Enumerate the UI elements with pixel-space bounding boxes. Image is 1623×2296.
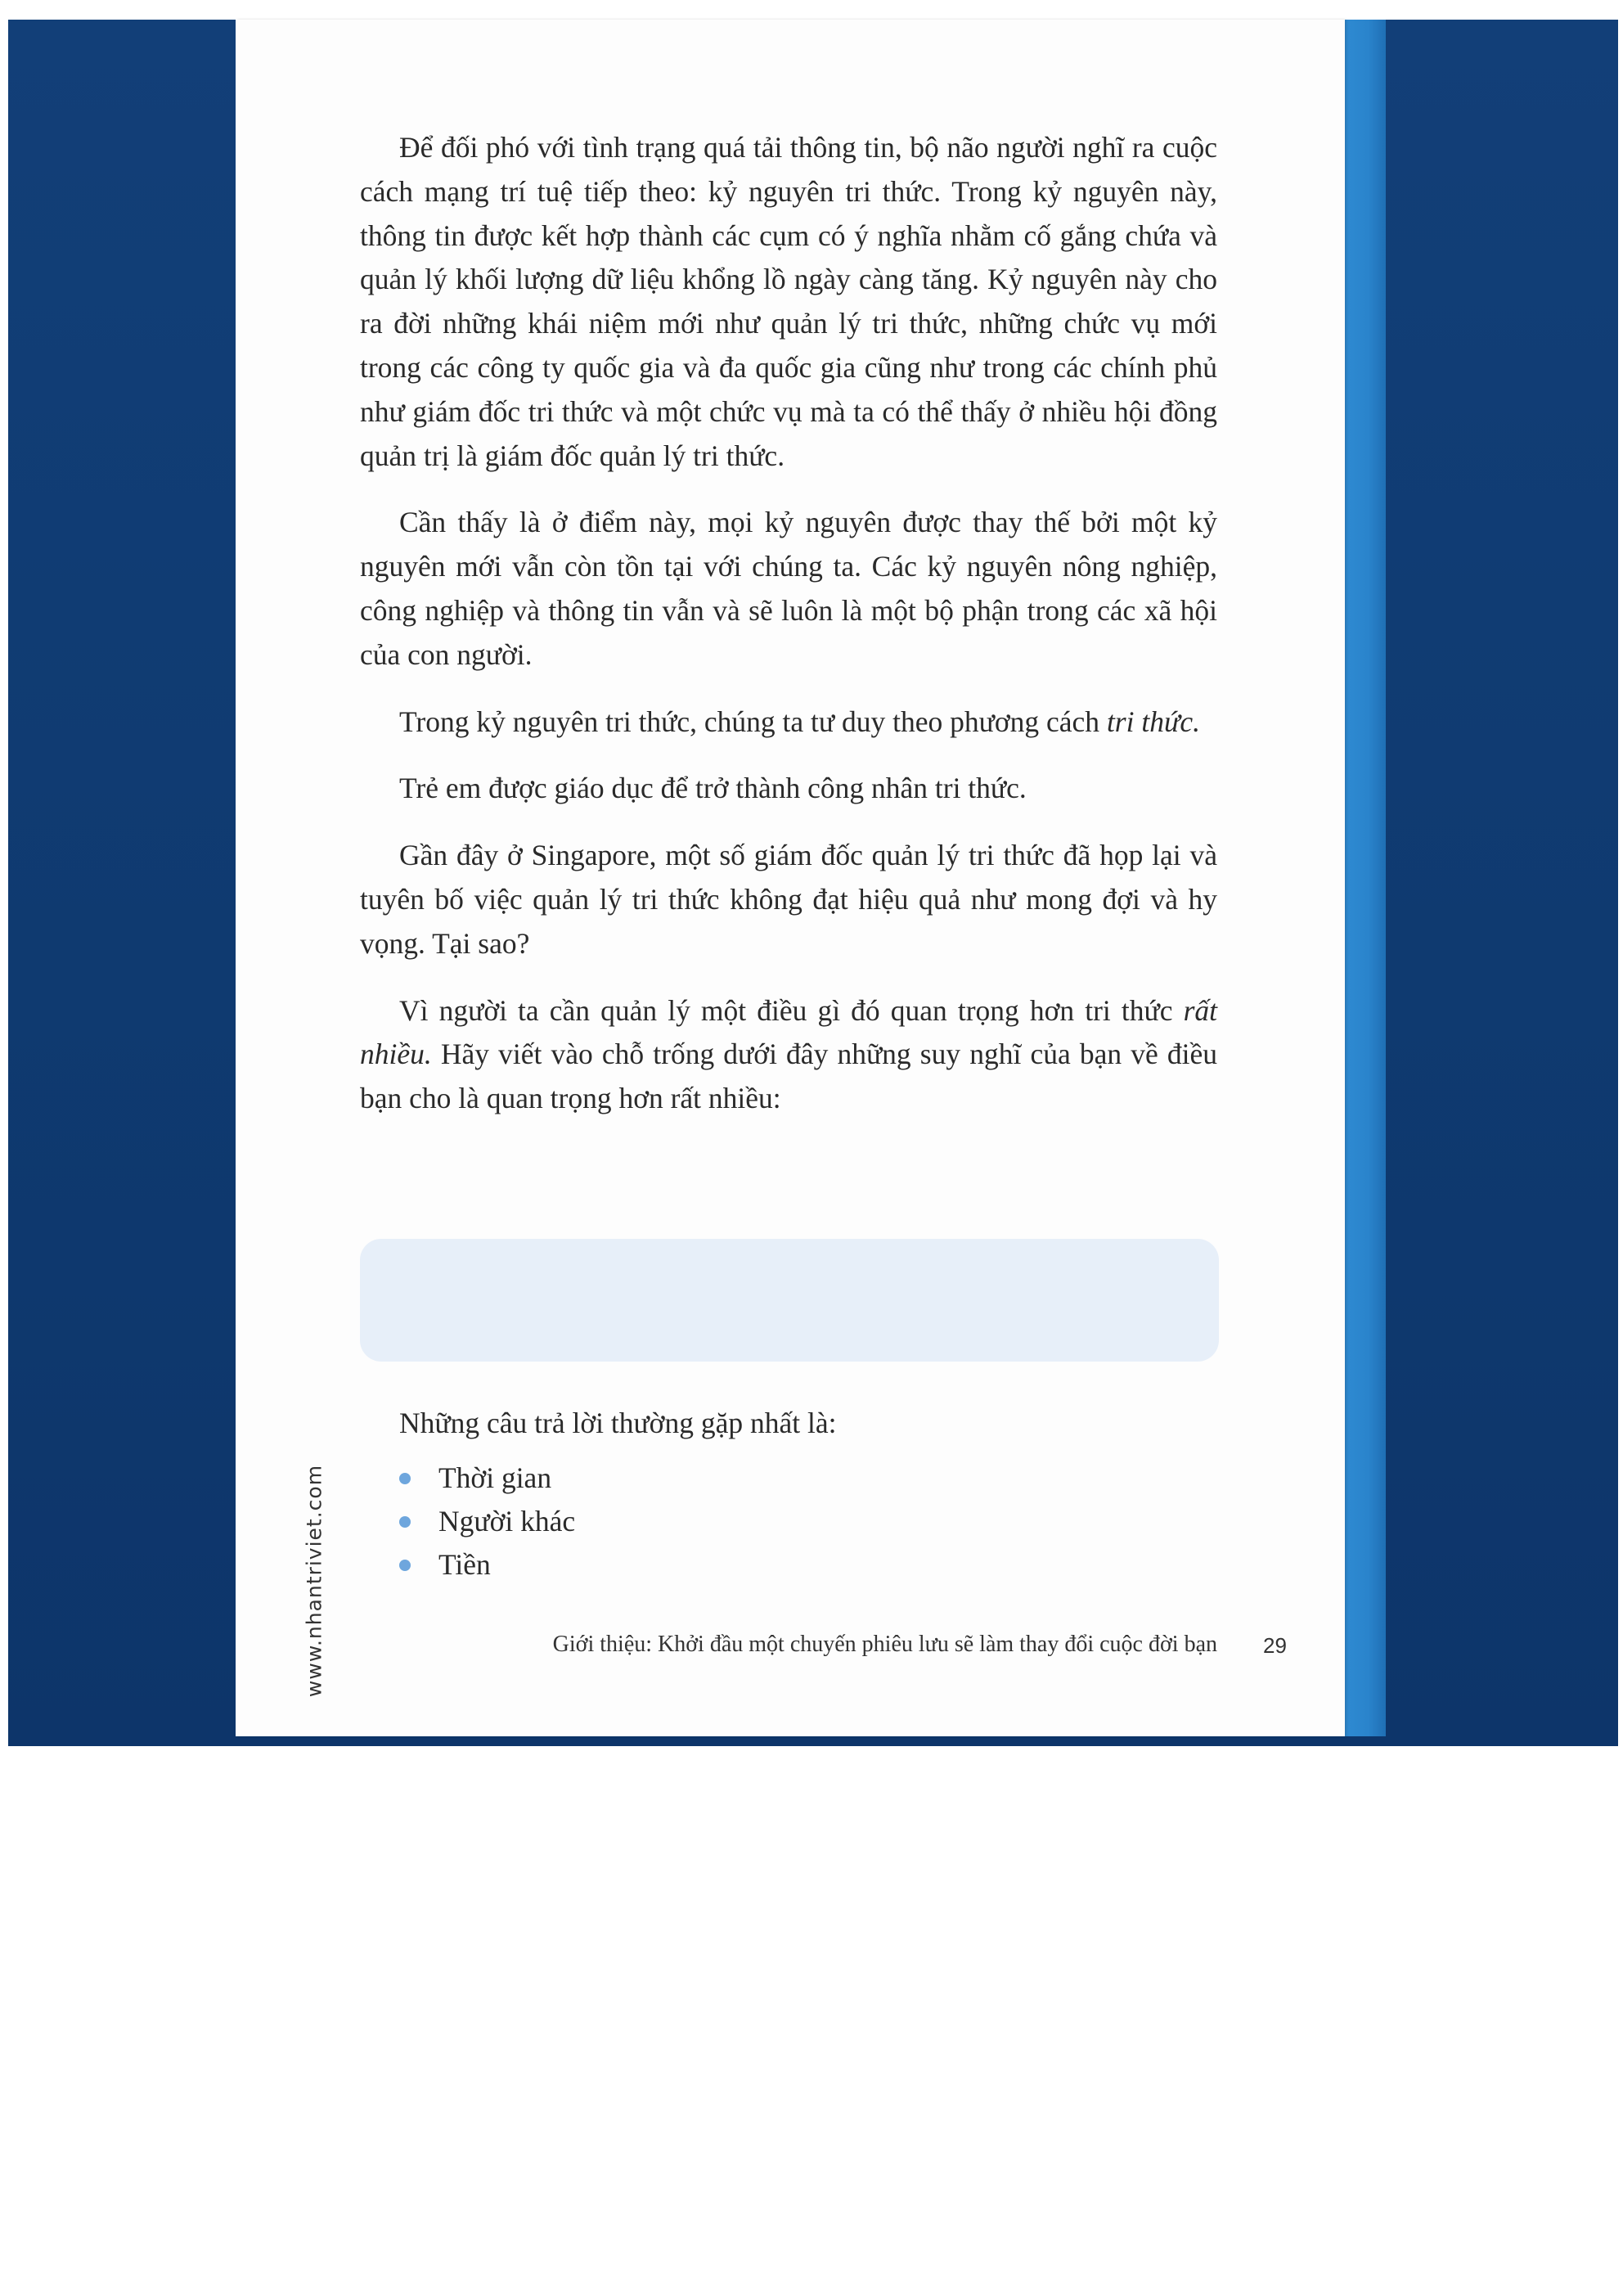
bullet-icon [399, 1560, 411, 1571]
book-page-edge [1342, 20, 1386, 1736]
paragraph-5: Gần đây ở Singapore, một số giám đốc quản lý tri thức đã họp lại và tuyên bố việc quản lý tri thức không đạt hiệu quả như mong đợi và hy vọng. Tại sao? [360, 839, 1217, 960]
page-number: 29 [1263, 1633, 1287, 1658]
paragraph-6-text: Vì người ta cần quản lý một điều gì đó quan trọng hơn tri thức [399, 993, 1184, 1027]
paragraph-6-italic: rất nhiều. [360, 993, 1217, 1071]
side-website-url: www.nhantriviet.com [302, 1464, 326, 1698]
answers-title: Những câu trả lời thường gặp nhất là: [399, 1407, 837, 1439]
answers-list [399, 1456, 575, 1587]
list-item [399, 1456, 575, 1500]
paragraph-3-text: Trong kỷ nguyên tri thức, chúng ta tư duy theo phương cách [399, 705, 1107, 738]
list-item [399, 1500, 575, 1543]
body-text [360, 126, 1217, 1144]
paragraph-6-end: Hãy viết vào chỗ trống dưới đây những suy nghĩ của bạn về điều bạn cho là quan trọng hơn rất nhiều: [360, 1038, 1217, 1115]
paragraph-1: Để đối phó với tình trạng quá tải thông tin, bộ não người nghĩ ra cuộc cách mạng trí tuệ tiếp theo: kỷ nguyên tri thức. Trong kỷ nguyên này, thông tin được kết hợp thành các cụm có ý nghĩa nhằm cố gắng chứa và quản lý khối lượng dữ liệu khổng lồ ngày càng tăng. Kỷ nguyên này cho ra đời những khái niệm mới như quản lý tri thức, những chức vụ mới trong các công ty quốc gia và đa quốc gia cũng như trong các chính phủ như giám đốc tri thức và một chức vụ mà ta có thể thấy ở nhiều hội đồng quản trị là giám đốc quản lý tri thức. [360, 131, 1217, 472]
paragraph-2: Cần thấy là ở điểm này, mọi kỷ nguyên được thay thế bởi một kỷ nguyên mới vẫn còn tồn tại với chúng ta. Các kỷ nguyên nông nghiệp, công nghiệp và thông tin vẫn và sẽ luôn là một bộ phận trong các xã hội của con người. [360, 506, 1217, 671]
list-item-label: Thời gian [438, 1461, 552, 1494]
footer-chapter-title: Giới thiệu: Khởi đầu một chuyến phiêu lưu sẽ làm thay đổi cuộc đời bạn [552, 1632, 1217, 1657]
bullet-icon [399, 1516, 411, 1528]
paragraph-3 [360, 700, 1217, 745]
book-page [236, 20, 1345, 1736]
list-item [399, 1543, 575, 1587]
list-item-label: Tiền [438, 1548, 491, 1581]
paragraph-6 [360, 989, 1217, 1121]
paragraph-4: Trẻ em được giáo dục để trở thành công nhân tri thức. [399, 772, 1027, 805]
answer-write-box[interactable] [360, 1239, 1219, 1362]
paragraph-3-italic: tri thức. [1106, 705, 1200, 738]
bullet-icon [399, 1473, 411, 1484]
list-item-label: Người khác [438, 1505, 576, 1537]
